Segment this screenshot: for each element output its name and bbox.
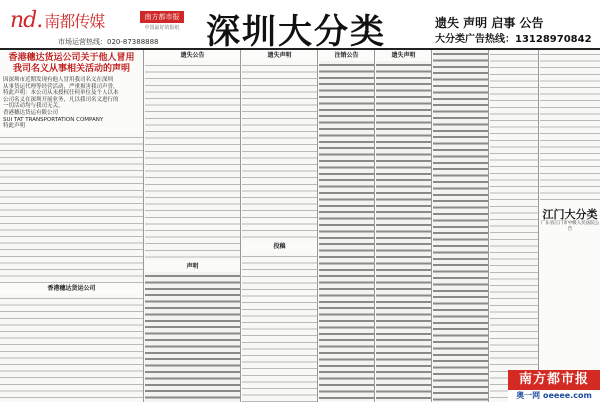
small-print-block (145, 61, 240, 261)
lead-body-line: 一切活动均与我司无关。 (3, 103, 64, 110)
small-print-block (376, 61, 431, 401)
small-print-block (319, 61, 374, 401)
brand-logo: 南方都市报 (508, 370, 600, 390)
lead-body-line: SUI TAT TRANSPORTATION COMPANY (3, 116, 104, 123)
column-6 (433, 50, 489, 402)
column-lead-notice (0, 50, 144, 402)
section-subtitle: 遗失 声明 启事 公告 (435, 16, 544, 30)
small-print-block (0, 133, 143, 283)
small-print-block (242, 252, 317, 402)
masthead (0, 0, 600, 50)
brand-site: 奥一网 oeeee.com (508, 390, 600, 402)
small-print-block (490, 50, 538, 402)
lead-notice-body (0, 77, 143, 130)
lead-body-line: 因深圳市近期发现有他人冒用我司名义在深圳 (3, 77, 114, 83)
hotline-text: 市场运营热线：020-87388888 (58, 38, 159, 46)
page-title: 深圳大分类 (206, 12, 386, 52)
logo-text: nd. (10, 8, 43, 33)
column-7 (490, 50, 539, 402)
lead-body-line: 特此声明：本公司从未授权任何单位及个人以本 (3, 90, 119, 97)
small-print-block (0, 294, 143, 402)
lead-title-line1: 香港穗达货运公司关于他人冒用 (8, 53, 135, 63)
column-head: 遗失公告 (180, 52, 205, 59)
small-print-block (242, 61, 317, 241)
logo-name: 南都传媒 (44, 12, 105, 31)
small-print-block (433, 50, 488, 402)
nd-logo (10, 8, 104, 33)
column-head: 注销公告 (334, 52, 359, 59)
column-head: 遗失声明 (267, 52, 292, 59)
ad-hotline: 大分类广告热线：13128970842 (435, 34, 592, 45)
column-3 (242, 50, 318, 402)
lead-body-line: 香港穗达货运有限公司 (3, 109, 59, 116)
classified-content (0, 50, 600, 402)
column-head: 遗失声明 (391, 52, 416, 59)
lead-body-line: 公司名义在深圳开展业务，凡以我司名义进行的 (3, 96, 119, 103)
lead-title-line2: 我司名义从事相关活动的声明 (12, 64, 130, 74)
column-4 (319, 50, 375, 402)
badge-text: 南方都市报 (140, 11, 184, 23)
lead-notice-footer: 香港穗达货运公司 (47, 284, 96, 292)
badge-sub: 中国最好的报纸 (144, 25, 180, 31)
lead-notice-title (0, 50, 143, 77)
column-head: 投稿 (273, 243, 286, 250)
column-head: 声明 (186, 263, 199, 270)
lead-body-line: 特此声明 (3, 123, 26, 130)
lead-body-line: 从事货运代理等经营活动，严重损害我司声誉， (3, 83, 119, 90)
small-print-block (540, 50, 600, 200)
column-5 (376, 50, 432, 402)
small-print-block (145, 272, 240, 402)
column-2 (145, 50, 241, 402)
jiangmen-section-title: 江门大分类 (542, 208, 598, 221)
jiangmen-subtitle: 广东省江门市中级人民法院公告 (540, 221, 600, 232)
